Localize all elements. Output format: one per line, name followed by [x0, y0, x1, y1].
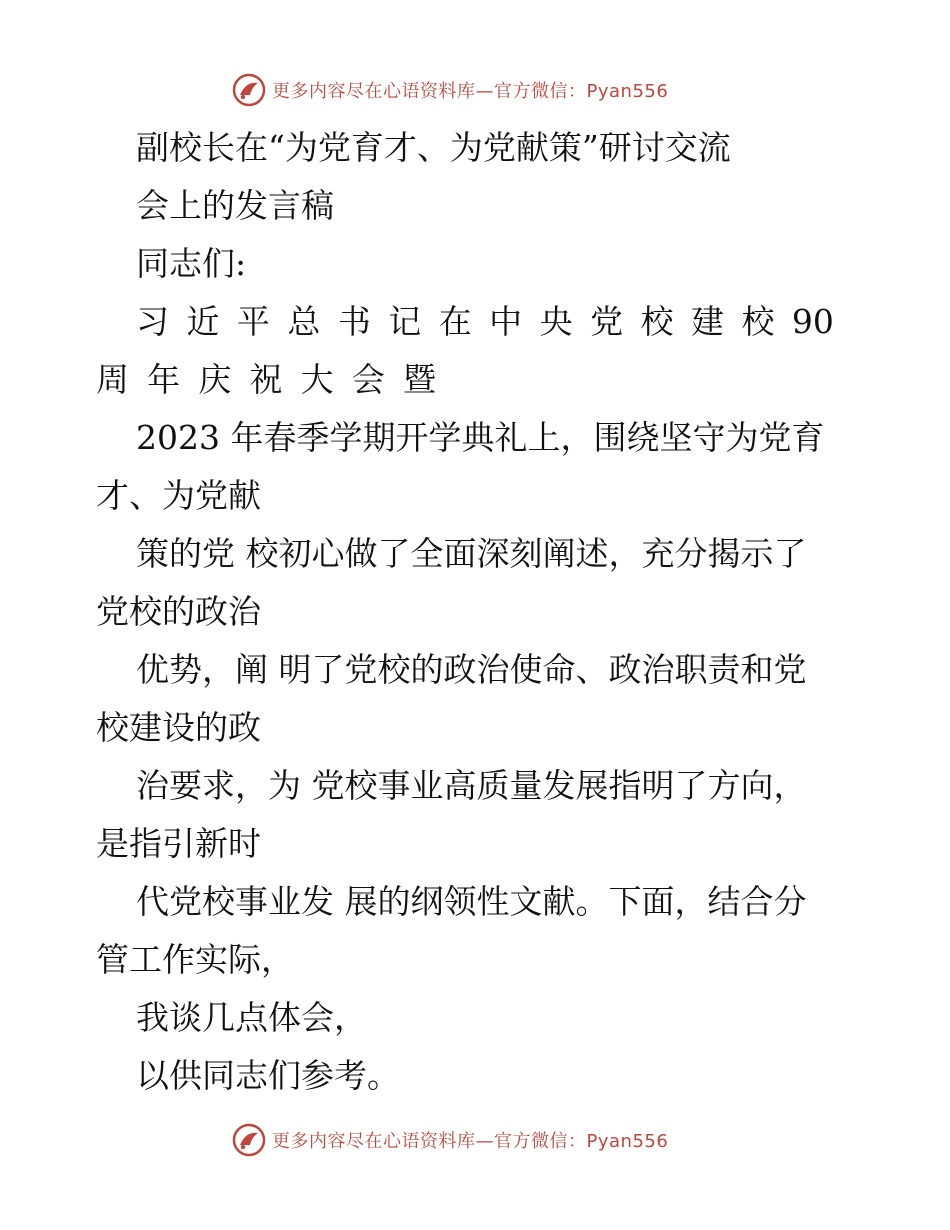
paragraph-line: 校建设的政 [96, 708, 261, 747]
paragraph-line: 代党校事业发 展的纲领性文献。下面，结合分 [136, 882, 807, 921]
char: 校 [640, 302, 674, 341]
watermark-text: 更多内容尽在心语资料库—官方微信：Pyan556 [272, 81, 669, 102]
char: 建 [690, 302, 724, 341]
header-watermark [232, 70, 668, 110]
paragraph-line: 策的党 校初心做了全面深刻阐述，充分揭示了 [136, 534, 807, 573]
salutation: 同志们: [136, 244, 247, 283]
char: 书 [337, 302, 371, 341]
char: 90 [791, 302, 834, 341]
paragraph-line: 管工作实际， [96, 940, 294, 979]
logo-icon [232, 73, 266, 107]
char: 校 [741, 302, 775, 341]
char: 年 [147, 360, 181, 399]
watermark-text: 更多内容尽在心语资料库—官方微信：Pyan556 [272, 1131, 669, 1152]
paragraph-line: 我谈几点体会， [136, 998, 367, 1037]
paragraph-line: 优势，阐 明了党校的政治使命、政治职责和党 [136, 650, 807, 689]
char: 庆 [198, 360, 232, 399]
paragraph-line: 才、为党献 [96, 476, 261, 515]
paragraph-line: 是指引新时 [96, 824, 261, 863]
paragraph-line: 治要求，为 党校事业高质量发展指明了方向， [136, 766, 807, 805]
char: 暨 [402, 360, 436, 399]
title-line-2: 会上的发言稿 [136, 186, 334, 225]
char: 祝 [249, 360, 283, 399]
char: 会 [351, 360, 385, 399]
char: 周 [96, 360, 129, 399]
char: 在 [438, 302, 472, 341]
paragraph-line [136, 302, 834, 342]
char: 平 [236, 302, 270, 341]
char: 央 [539, 302, 573, 341]
char: 近 [186, 302, 220, 341]
title-line-1: 副校长在“为党育才、为党献策”研讨交流 [136, 128, 731, 167]
logo-icon [232, 1123, 266, 1157]
paragraph-line [96, 360, 436, 400]
char: 中 [489, 302, 523, 341]
char: 大 [300, 360, 334, 399]
char: 习 [136, 302, 169, 341]
char: 总 [287, 302, 321, 341]
char: 记 [388, 302, 422, 341]
paragraph-line: 2023 年春季学期开学典礼上，围绕坚守为党育 [136, 418, 825, 457]
char: 党 [590, 302, 624, 341]
paragraph-line: 以供同志们参考。 [136, 1056, 400, 1095]
footer-watermark [232, 1120, 668, 1160]
paragraph-line: 党校的政治 [96, 592, 261, 631]
